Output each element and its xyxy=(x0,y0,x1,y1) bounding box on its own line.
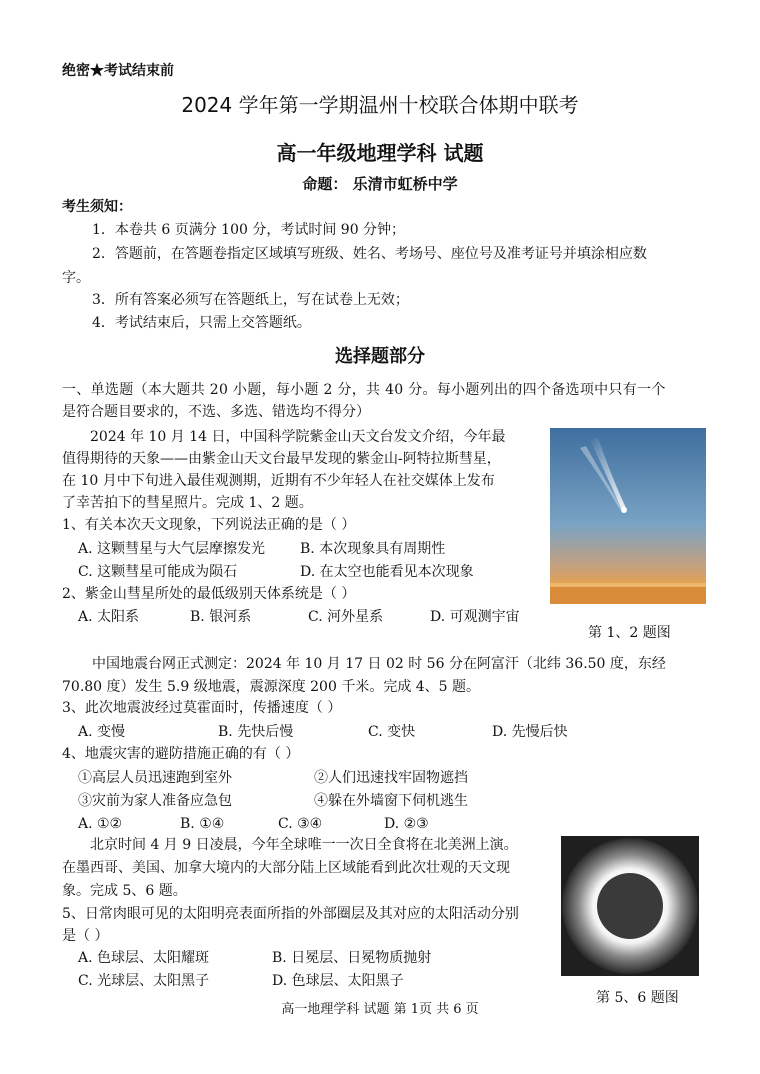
section-title: 选择题部分 xyxy=(335,346,425,367)
option-c: C. ③④ xyxy=(278,816,323,832)
exam-author: 命题： 乐清市虹桥中学 xyxy=(302,175,458,193)
question-stem: 2、紫金山彗星所处的最低级别天体系统是（ ） xyxy=(62,586,356,602)
option-d: D. 可观测宇宙 xyxy=(430,609,520,625)
statement-item: ④躲在外墙窗下伺机逃生 xyxy=(314,793,468,809)
option-a: A. 变慢 xyxy=(78,724,126,740)
option-c: C. 变快 xyxy=(368,724,416,740)
option-d: D. ②③ xyxy=(384,816,429,832)
passage-line: 中国地震台网正式测定：2024 年 10 月 17 日 02 时 56 分在阿富汗（北纬 36.50 度，东经 xyxy=(92,656,666,672)
notice-item: 字。 xyxy=(62,270,90,286)
exam-title: 2024 学年第一学期温州十校联合体期中联考 xyxy=(181,93,579,117)
passage-line: 值得期待的天象——由紫金山天文台最早发现的紫金山-阿特拉斯彗星， xyxy=(62,451,501,467)
notice-item: 3．所有答案必须写在答题纸上，写在试卷上无效； xyxy=(92,292,409,308)
option-d: D. 在太空也能看见本次现象 xyxy=(300,564,474,580)
option-b: B. ①④ xyxy=(180,816,225,832)
page-footer: 高一地理学科 试题 第 1页 共 6 页 xyxy=(281,1002,479,1017)
question-stem: 1、有关本次天文现象，下列说法正确的是（ ） xyxy=(62,517,356,533)
passage-line: 象。完成 5、6 题。 xyxy=(62,883,187,899)
option-d: D. 色球层、太阳黑子 xyxy=(272,973,404,989)
option-b: B. 本次现象具有周期性 xyxy=(300,541,446,557)
figure-caption: 第 5、6 题图 xyxy=(596,990,679,1006)
question-stem: 是（ ） xyxy=(62,928,109,944)
notice-item: 1．本卷共 6 页满分 100 分，考试时间 90 分钟； xyxy=(92,222,406,238)
passage-line: 了幸苦拍下的彗星照片。完成 1、2 题。 xyxy=(62,495,313,511)
passage-line: 北京时间 4 月 9 日凌晨，今年全球唯一一次日全食将在北美洲上演。 xyxy=(90,837,518,853)
option-c: C. 光球层、太阳黑子 xyxy=(78,973,210,989)
option-c: C. 河外星系 xyxy=(308,609,384,625)
passage-line: 在墨西哥、美国、加拿大境内的大部分陆上区域能看到此次壮观的天文现 xyxy=(62,860,510,876)
part-instructions: 一、单选题（本大题共 20 小题，每小题 2 分，共 40 分。每小题列出的四个备选项中只有一个 xyxy=(62,382,666,398)
notice-item: 2．答题前，在答题卷指定区域填写班级、姓名、考场号、座位号及准考证号并填涂相应数 xyxy=(92,246,647,262)
question-stem: 4、地震灾害的避防措施正确的有（ ） xyxy=(62,746,300,762)
exam-subtitle: 高一年级地理学科 试题 xyxy=(276,141,484,165)
part-instructions: 是符合题目要求的，不选、多选、错选均不得分） xyxy=(62,404,370,420)
statement-item: ②人们迅速找牢固物遮挡 xyxy=(314,770,468,786)
option-a: A. 这颗彗星与大气层摩擦发光 xyxy=(78,541,266,557)
passage-line: 70.80 度）发生 5.9 级地震，震源深度 200 千米。完成 4、5 题。 xyxy=(62,679,481,695)
option-b: B. 日冕层、日冕物质抛射 xyxy=(272,950,432,966)
passage-line: 2024 年 10 月 14 日，中国科学院紫金山天文台发文介绍，今年最 xyxy=(90,429,506,445)
notice-heading: 考生须知： xyxy=(62,199,132,215)
option-a: A. 太阳系 xyxy=(78,609,140,625)
option-b: B. 先快后慢 xyxy=(218,724,294,740)
statement-item: ①高层人员迅速跑到室外 xyxy=(78,770,232,786)
option-a: A. 色球层、太阳耀斑 xyxy=(78,950,210,966)
option-b: B. 银河系 xyxy=(190,609,252,625)
option-d: D. 先慢后快 xyxy=(492,724,568,740)
question-stem: 3、此次地震波经过莫霍面时，传播速度（ ） xyxy=(62,700,342,716)
confidential-label: 绝密★考试结束前 xyxy=(62,63,174,79)
option-c: C. 这颗彗星可能成为陨石 xyxy=(78,564,238,580)
question-stem: 5、日常肉眼可见的太阳明亮表面所指的外部圈层及其对应的太阳活动分别 xyxy=(62,906,519,922)
comet-photo xyxy=(550,428,706,604)
statement-item: ③灾前为家人准备应急包 xyxy=(78,793,232,809)
solar-eclipse-photo xyxy=(561,836,699,976)
figure-caption: 第 1、2 题图 xyxy=(588,625,671,641)
notice-item: 4．考试结束后，只需上交答题纸。 xyxy=(92,315,311,331)
passage-line: 在 10 月中下旬进入最佳观测期，近期有不少年轻人在社交媒体上发布 xyxy=(62,473,495,489)
option-a: A. ①② xyxy=(78,816,123,832)
